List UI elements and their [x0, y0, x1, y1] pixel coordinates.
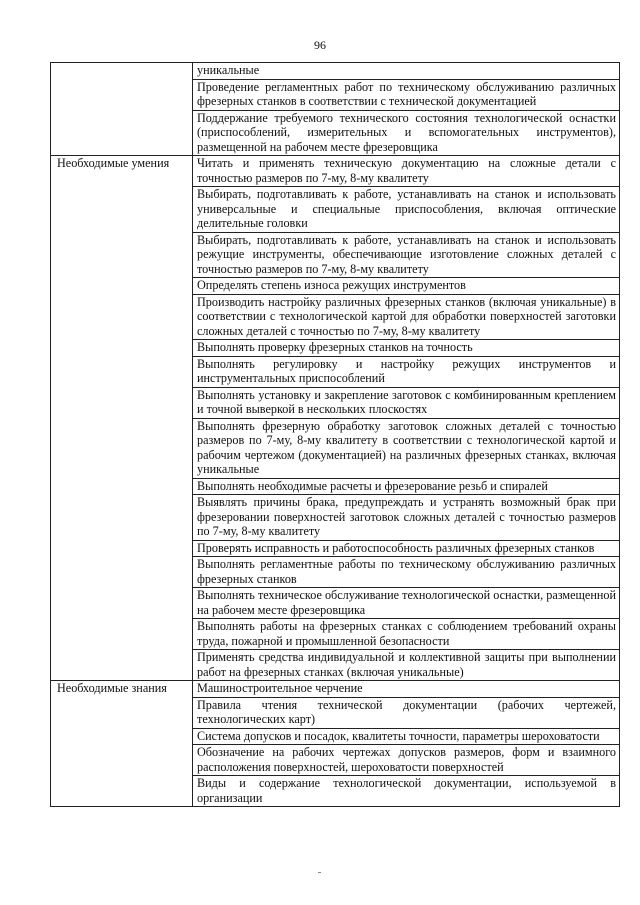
item-text: Производить настройку различных фрезерных станков (включая уникальные) в соответствии с технологической картой для обработки поверхностей заготовки сложных деталей с точностью по 7-му, 8-му квалитету	[197, 294, 616, 338]
item-cell	[193, 156, 620, 187]
item-cell	[193, 619, 620, 650]
group-label-cell	[51, 156, 193, 681]
item-cell	[193, 588, 620, 619]
page-mark	[318, 872, 321, 873]
item-cell	[193, 776, 620, 807]
item-text: Обозначение на рабочих чертежах допусков размеров, форм и взаимного расположения поверхностей, шероховатости поверхностей	[197, 745, 616, 774]
item-text: уникальные	[197, 63, 260, 77]
item-text: Выявлять причины брака, предупреждать и устранять возможный брак при фрезеровании поверхностей заготовок сложных деталей с точностью размеров по 7-му, 8-му квалитету	[197, 495, 616, 538]
item-cell	[193, 650, 620, 681]
page-number: 96	[314, 38, 326, 52]
item-text: Выполнять фрезерную обработку заготовок сложных деталей с точностью размеров по 7-му, 8-му квалитету в соответствии с технологической картой и рабочим чертежом (документацией) на различных фрезерных станках, включая уникальные	[197, 418, 616, 476]
group-label: Необходимые умения	[57, 156, 170, 170]
item-cell	[193, 478, 620, 495]
group-label: Необходимые знания	[57, 681, 167, 695]
item-cell	[193, 697, 620, 728]
item-cell	[193, 79, 620, 110]
item-text: Проведение регламентных работ по техническому обслуживанию различных фрезерных станков в соответствии с технической документацией	[197, 79, 616, 108]
item-text: Выполнять проверку фрезерных станков на точность	[197, 340, 473, 354]
item-cell	[193, 232, 620, 278]
item-text: Применять средства индивидуальной и коллективной защиты при выполнении работ на фрезерных станках (включая уникальные)	[197, 650, 616, 679]
group-label-cell	[51, 63, 193, 156]
item-text: Выполнять установку и закрепление заготовок с комбинированным креплением и точной выверкой в нескольких плоскостях	[197, 387, 616, 416]
item-cell	[193, 540, 620, 557]
item-cell	[193, 418, 620, 478]
item-cell	[193, 745, 620, 776]
item-cell	[193, 495, 620, 541]
table-row	[51, 681, 620, 698]
item-text: Машиностроительное черчение	[197, 681, 363, 695]
item-cell	[193, 681, 620, 698]
item-text: Виды и содержание технологической документации, используемой в организации	[197, 776, 616, 805]
item-cell	[193, 387, 620, 418]
item-cell	[193, 294, 620, 340]
table-body	[51, 63, 620, 807]
item-text: Определять степень износа режущих инструментов	[197, 278, 466, 292]
item-cell	[193, 728, 620, 745]
item-text: Читать и применять техническую документацию на сложные детали с точностью размеров по 7-му, 8-му квалитету	[197, 156, 616, 185]
item-cell	[193, 356, 620, 387]
item-text: Выполнять работы на фрезерных станках с соблюдением требований охраны труда, пожарной и промышленной безопасности	[197, 619, 616, 648]
group-label-cell	[51, 681, 193, 807]
item-text: Выполнять регламентные работы по техническому обслуживанию различных фрезерных станков	[197, 557, 616, 586]
item-cell	[193, 557, 620, 588]
table-row	[51, 63, 620, 80]
item-cell	[193, 340, 620, 357]
requirements-table	[50, 62, 620, 807]
table-row	[51, 156, 620, 187]
item-text: Поддержание требуемого технического состояния технологической оснастки (приспособлений, измерительных и вспомогательных инструментов), размещенной на рабочем месте фрезеровщика	[197, 110, 616, 154]
item-text: Выполнять техническое обслуживание технологической оснастки, размещенной на рабочем месте фрезеровщика	[197, 588, 616, 617]
item-text: Система допусков и посадок, квалитеты точности, параметры шероховатости	[197, 728, 600, 743]
item-text: Выбирать, подготавливать к работе, устанавливать на станок и использовать универсальные и специальные приспособления, включая оптические делительные головки	[197, 187, 616, 230]
item-text: Правила чтения технической документации (рабочих чертежей, технологических карт)	[197, 697, 616, 726]
item-cell	[193, 110, 620, 156]
item-text: Выполнять необходимые расчеты и фрезерование резьб и спиралей	[197, 478, 548, 493]
item-text: Выбирать, подготавливать к работе, устанавливать на станок и использовать режущие инструменты, обеспечивающие изготовление сложных деталей с точностью размеров по 7-му, 8-му квалитету	[197, 232, 616, 276]
item-text: Проверять исправность и работоспособность различных фрезерных станков	[197, 540, 595, 555]
item-cell	[193, 278, 620, 295]
item-text: Выполнять регулировку и настройку режущих инструментов и инструментальных приспособлений	[197, 356, 616, 385]
item-cell	[193, 187, 620, 233]
item-cell	[193, 63, 620, 80]
